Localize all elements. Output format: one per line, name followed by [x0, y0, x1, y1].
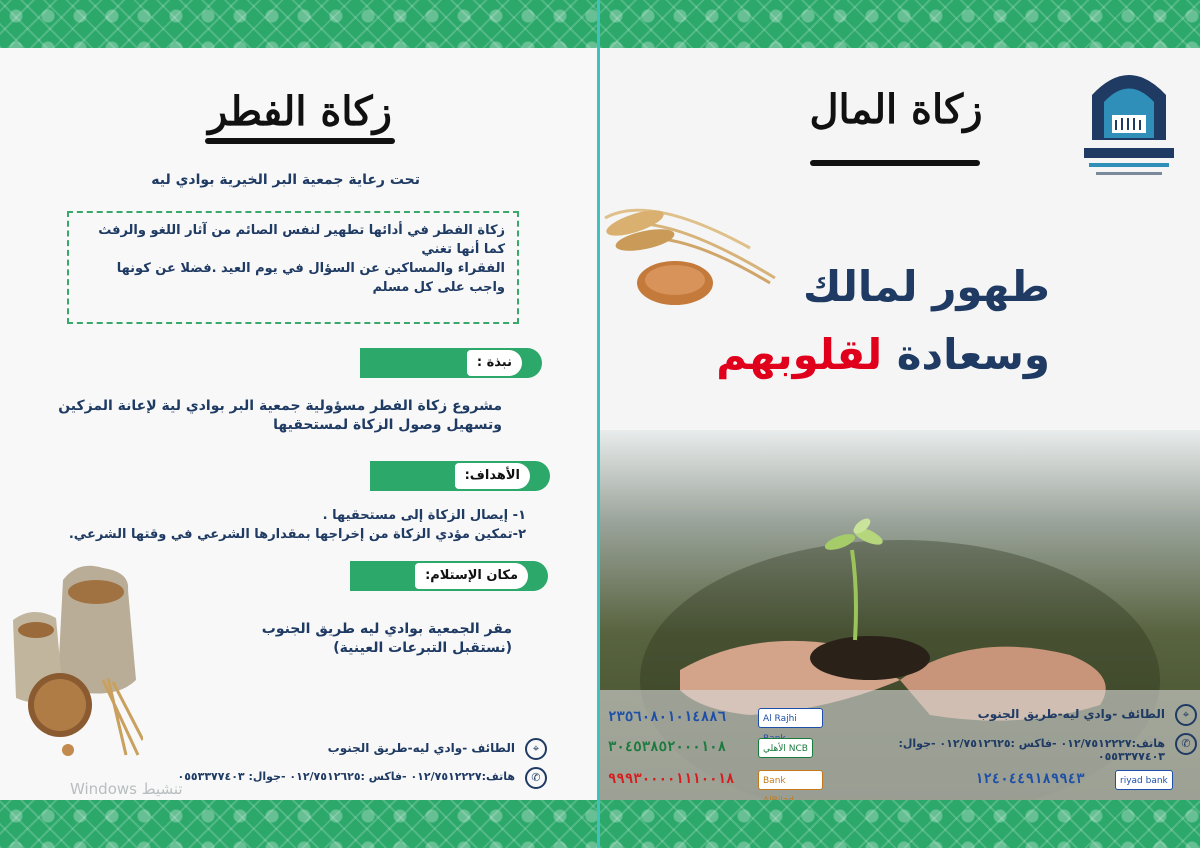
receipt-line: (نستقبل التبرعات العينية) — [333, 640, 512, 656]
location-pin-icon: ⌖ — [1175, 704, 1197, 726]
headline-line-1: طهور لمالك — [803, 262, 1050, 311]
goals-text — [14, 506, 526, 544]
goals-tab — [370, 461, 550, 491]
phones-text: هاتف:٠١٢/٧٥١٢٢٢٧ -فاكس :٠١٢/٧٥١٢٦٢٥ -جوال: ٠٥٥٣٣٧٧٤٠٣ — [177, 770, 515, 783]
headline-line-2 — [716, 330, 1050, 379]
address-text: الطائف -وادي ليه-طريق الجنوب — [977, 707, 1165, 721]
bank-riyad-row — [975, 770, 1190, 792]
title-underline — [205, 138, 395, 144]
bank-ncb-row — [608, 738, 823, 760]
address-text: الطائف -وادي ليه-طريق الجنوب — [327, 741, 515, 755]
intro-box — [67, 211, 519, 324]
bank-rajhi-row — [608, 708, 823, 730]
goal-line: ٢-تمكين مؤدي الزكاة من إخراجها بمقدارها الشرعي في وقتها الشرعي. — [68, 527, 526, 542]
riyad-bank-logo: riyad bank — [1115, 770, 1173, 790]
intro-line: الفقراء والمساكين عن السؤال في يوم العيد .فضلا عن كونها — [116, 261, 505, 276]
receipt-label: مكان الإستلام: — [415, 563, 528, 589]
ncb-account-number: ٣٠٤٥٣٨٥٢٠٠٠١٠٨ — [608, 739, 727, 755]
about-text — [40, 397, 502, 435]
sponsor-line: تحت رعاية جمعية البر الخيرية بوادي ليه — [151, 172, 420, 188]
headline-word-hearts: لقلوبهم — [716, 330, 883, 379]
location-pin-icon: ⌖ — [525, 738, 547, 760]
top-pattern-band — [600, 0, 1200, 48]
wheat-image — [600, 188, 780, 318]
bilad-bank-logo: Bank — [758, 770, 823, 790]
phone-icon: ✆ — [1175, 733, 1197, 755]
riyad-account-number: ١٢٤٠٤٤٩١٨٩٩٤٣ — [975, 771, 1085, 787]
zakat-fitr-page — [0, 0, 598, 848]
bottom-pattern-band — [0, 800, 598, 848]
intro-line: زكاة الفطر في أدائها تطهير لنفس الصائم من آثار اللغو والرفث — [98, 223, 505, 238]
receipt-tab — [350, 561, 548, 591]
title-underline — [810, 160, 980, 166]
mal-title: زكاة المال — [809, 86, 983, 133]
top-pattern-band — [0, 0, 598, 48]
phone-icon: ✆ — [525, 767, 547, 789]
ncb-bank-logo: الأهلي NCB — [758, 738, 813, 758]
rajhi-bank-logo: Al Rajhi — [758, 708, 823, 728]
intro-line: كما أنها تغني — [421, 242, 505, 257]
zakat-mal-page — [600, 0, 1200, 848]
intro-line: واجب على كل مسلم — [372, 280, 505, 295]
goal-line: ١- إيصال الزكاة إلى مستحقيها . — [322, 508, 526, 523]
activation-watermark: Windows تنشيط — [70, 780, 183, 798]
receipt-text — [200, 620, 512, 658]
bank-bilad-row — [608, 770, 823, 792]
about-line: مشروع زكاة الفطر مسؤولية جمعية البر بوادي لية لإعانة المزكين — [58, 398, 502, 414]
receipt-line: مقر الجمعية بوادي ليه طريق الجنوب — [261, 621, 512, 637]
bilad-account-number: ٩٩٩٣٠٠٠٠١١١٠٠١٨ — [608, 771, 735, 787]
goals-label: الأهداف: — [455, 463, 530, 489]
fitr-title: زكاة الفطر — [208, 88, 392, 135]
headline-word-happiness: وسعادة — [882, 330, 1050, 379]
phones-text: هاتف:٠١٢/٧٥١٢٢٢٧ -فاكس :٠١٢/٧٥١٢٦٢٥ -جوال: ٠٥٥٣٣٧٧٤٠٣ — [898, 737, 1165, 763]
rajhi-account-number: ٢٣٥٦٠٨٠١٠١٤٨٨٦ — [608, 709, 727, 725]
bottom-pattern-band — [600, 800, 1200, 848]
about-label: نبذة : — [467, 350, 522, 376]
about-tab — [360, 348, 542, 378]
about-line: وتسهيل وصول الزكاة لمستحقيها — [273, 417, 502, 433]
grain-sacks-image — [8, 560, 143, 760]
charity-logo — [1064, 60, 1194, 210]
